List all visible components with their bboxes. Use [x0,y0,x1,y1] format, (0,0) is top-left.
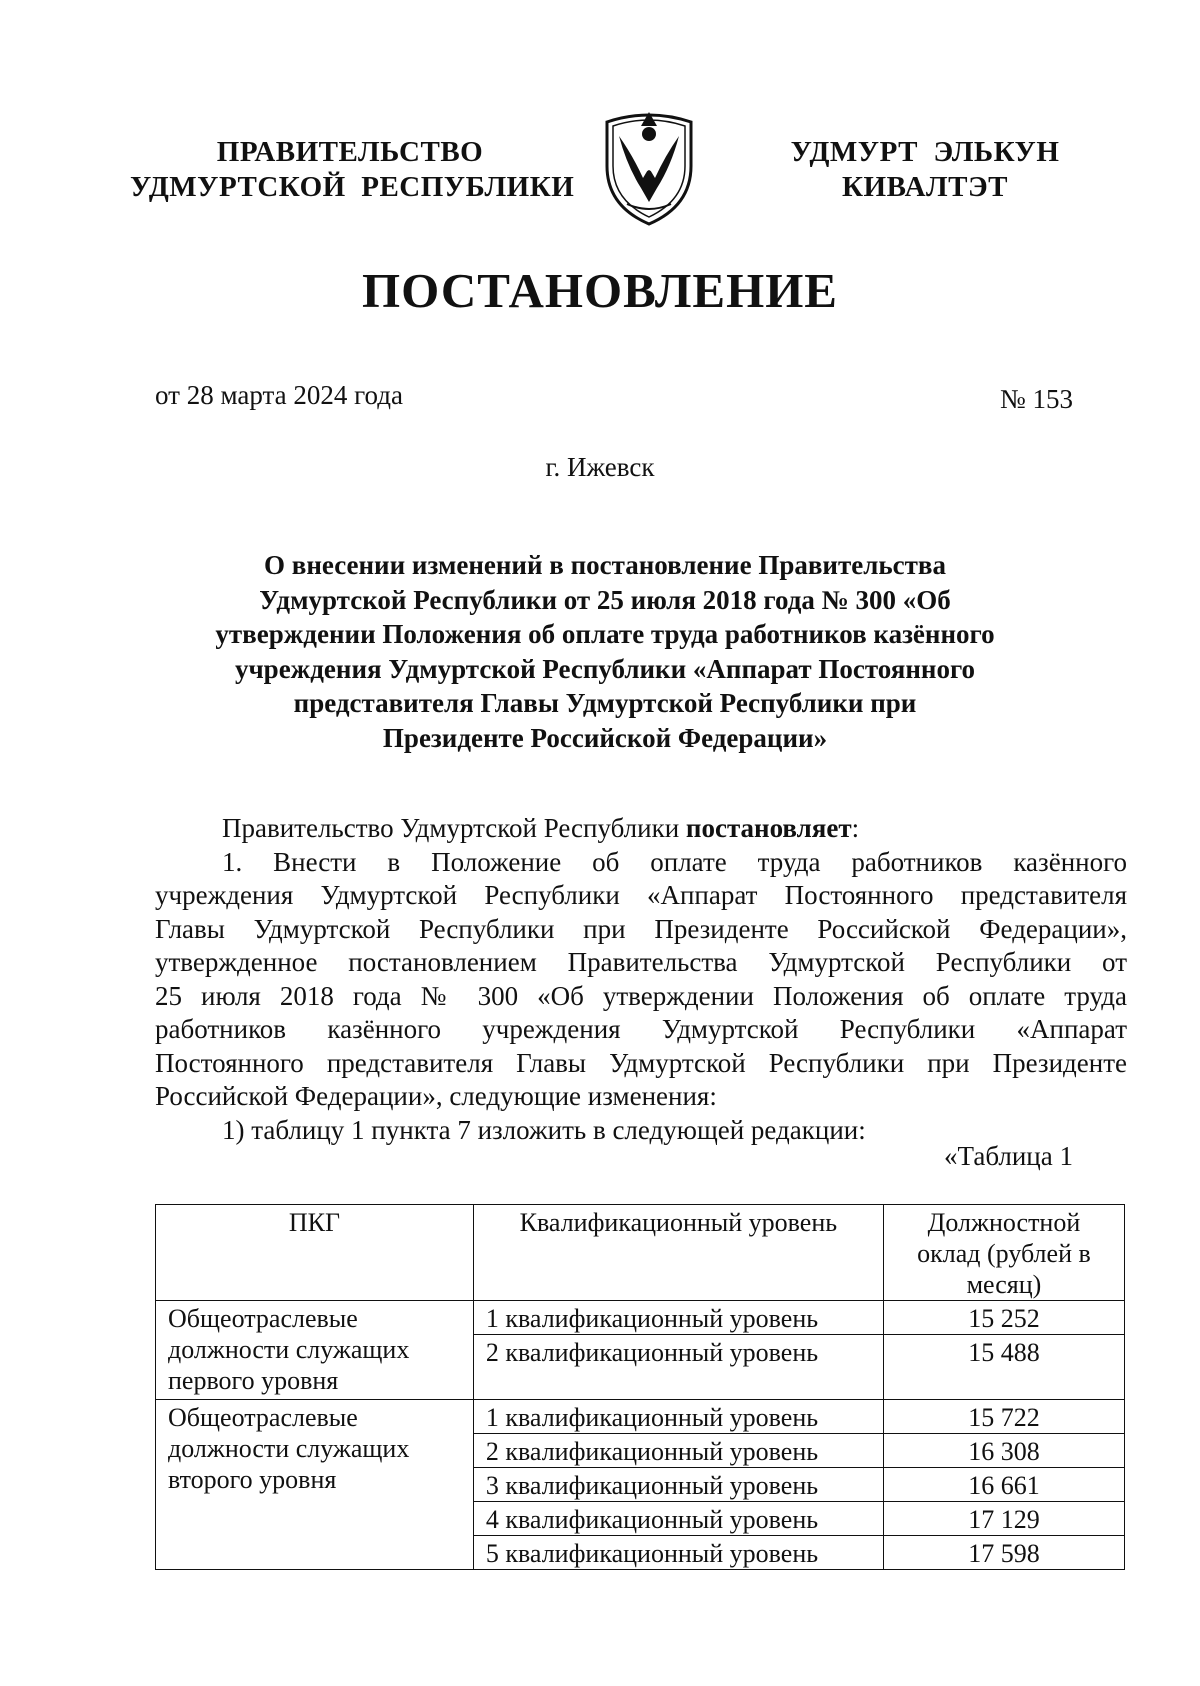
document-date: от 28 марта 2024 года [155,380,403,410]
subject-line: Президенте Российской Федерации» [382,722,828,753]
salary-cell: 17 129 [883,1502,1124,1536]
document-body [155,812,1127,1147]
subject-line: Удмуртской Республики от 25 июля 2018 года № 300 «Об [259,584,951,615]
paragraph-line: Постоянного представителя Главы Удмуртской Республики при Президенте [155,1047,1127,1078]
level-cell: 4 квалификационный уровень [473,1502,883,1536]
paragraph-line: Главы Удмуртской Республики при Президенте Российской Федерации», [155,913,1127,944]
table-row [156,1301,1125,1335]
salary-cell: 17 598 [883,1536,1124,1570]
salary-cell: 16 308 [883,1434,1124,1468]
group-name-cell: Общеотраслевые должности служащих первого уровня [156,1301,474,1400]
table-header-cell: ПКГ [156,1205,474,1301]
header-right [780,135,1070,205]
header-right-line: УДМУРТ ЭЛЬКУН [790,136,1060,168]
item-line: 1) таблицу 1 пункта 7 изложить в следующей редакции: [222,1114,866,1145]
paragraph-line: Российской Федерации», следующие изменения: [155,1081,717,1111]
table-header-cell: Квалификационный уровень [473,1205,883,1301]
document-title: ПОСТАНОВЛЕНИЕ [362,263,838,318]
header-left [130,135,575,205]
document-number: № 153 [999,384,1073,414]
preamble-text: Правительство Удмуртской Республики [222,813,686,843]
salary-table [155,1204,1125,1570]
header-left-line: УДМУРТСКОЙ РЕСПУБЛИКИ [130,171,575,203]
header-right-line: КИВАЛТЭТ [841,171,1008,203]
level-cell: 1 квалификационный уровень [473,1400,883,1434]
preamble [155,812,1127,846]
subject-line: утверждении Положения об оплате труда работников казённого [215,619,995,649]
subject-line: представителя Главы Удмуртской Республики при [293,688,917,718]
document-subject [195,548,1015,755]
salary-cell: 15 252 [883,1301,1124,1335]
level-cell: 1 квалификационный уровень [473,1301,883,1335]
table-header-cell: Должностной оклад (рублей в месяц) [883,1205,1124,1301]
salary-cell: 16 661 [883,1468,1124,1502]
salary-cell: 15 722 [883,1400,1124,1434]
table-header-row [156,1205,1125,1301]
paragraph-line: 25 июля 2018 года № 300 «Об утверждении Положения об оплате труда [155,980,1127,1011]
level-cell: 5 квалификационный уровень [473,1536,883,1570]
paragraph-line: утвержденное постановлением Правительства Удмуртской Республики от [155,947,1127,977]
paragraph-line: учреждения Удмуртской Республики «Аппарат Постоянного представителя [155,880,1127,910]
coat-of-arms-emblem [597,104,701,228]
group-name-cell: Общеотраслевые должности служащих второго уровня [156,1400,474,1570]
preamble-colon: : [851,813,860,843]
paragraph-line: 1. Внести в Положение об оплате труда работников казённого [222,846,1127,877]
header-left-line: ПРАВИТЕЛЬСТВО [216,136,484,168]
preamble-verb: постановляет [685,813,852,843]
subject-line: учреждения Удмуртской Республики «Аппарат Постоянного [234,653,976,684]
level-cell: 3 квалификационный уровень [473,1468,883,1502]
paragraph-line: работников казённого учреждения Удмуртской Республики «Аппарат [155,1014,1127,1044]
table-row [156,1400,1125,1434]
salary-cell: 15 488 [883,1335,1124,1400]
document-city: г. Ижевск [545,452,655,482]
subject-line: О внесении изменений в постановление Правительства [264,550,946,580]
table-caption: «Таблица 1 [944,1141,1073,1171]
level-cell: 2 квалификационный уровень [473,1434,883,1468]
level-cell: 2 квалификационный уровень [473,1335,883,1400]
